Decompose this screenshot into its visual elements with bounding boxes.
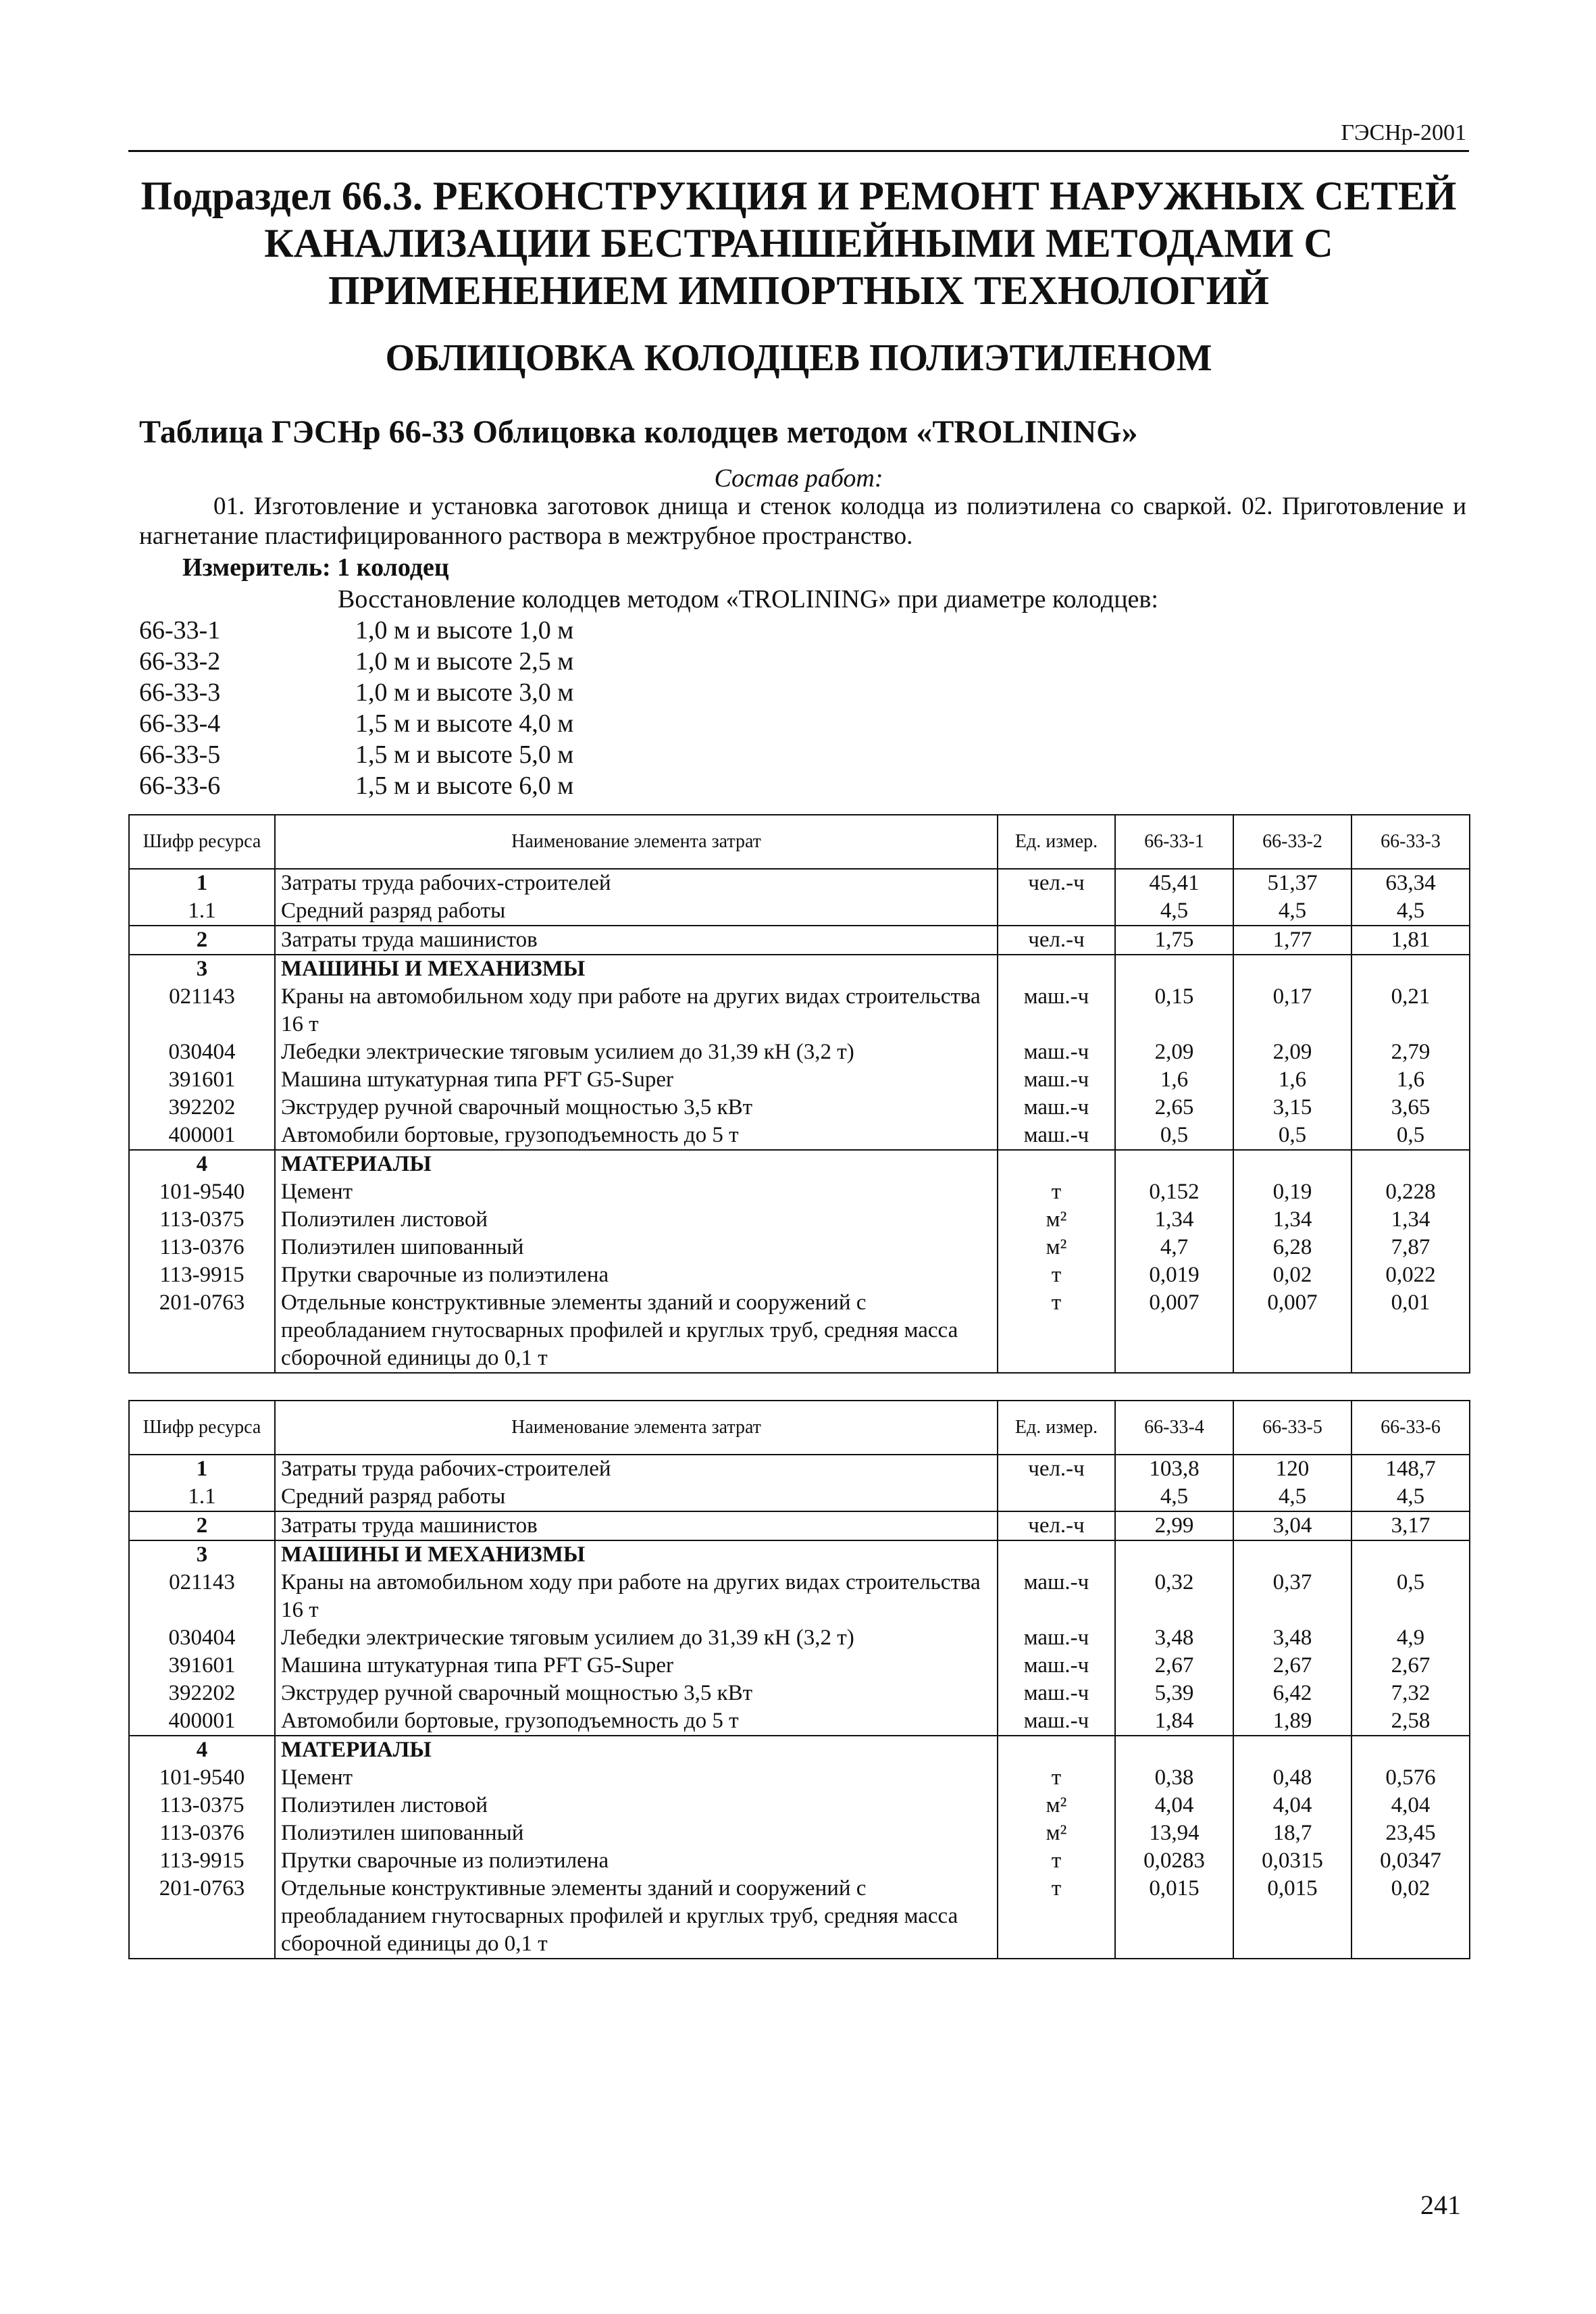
cell-code: 1.1 xyxy=(129,897,275,926)
cell-unit: т xyxy=(998,1178,1115,1206)
cell-value: 0,21 xyxy=(1352,983,1470,1038)
cell-name: Цемент xyxy=(275,1764,998,1792)
cell-code: 101-9540 xyxy=(129,1178,275,1206)
header-col: 66-33-6 xyxy=(1352,1401,1470,1455)
cell-value: 0,022 xyxy=(1352,1261,1470,1289)
cell-value: 1,6 xyxy=(1352,1066,1470,1094)
cell-name: Затраты труда машинистов xyxy=(275,1511,998,1540)
cell-name: Отдельные конструктивные элементы зданий и сооружений с преобладанием гнутосварных профилей и круглых труб, средняя масса сборочной единицы до 0,1 т xyxy=(275,1875,998,1959)
cell-value: 0,15 xyxy=(1115,983,1233,1038)
cell-name: Прутки сварочные из полиэтилена xyxy=(275,1261,998,1289)
cell-name: Автомобили бортовые, грузоподъемность до 5 т xyxy=(275,1122,998,1150)
cell-code: 1.1 xyxy=(129,1483,275,1511)
table-row xyxy=(129,1483,1470,1511)
cell-name: Машина штукатурная типа PFT G5-Super xyxy=(275,1066,998,1094)
cell-unit: маш.-ч xyxy=(998,1122,1115,1150)
cell-value: 2,09 xyxy=(1233,1038,1352,1066)
cell-value: 4,5 xyxy=(1115,1483,1233,1511)
cell-value: 1,89 xyxy=(1233,1707,1352,1736)
cell-code: 1 xyxy=(129,869,275,897)
table-row xyxy=(129,1261,1470,1289)
cell-name: Затраты труда рабочих-строителей xyxy=(275,1455,998,1483)
composition-label: Состав работ: xyxy=(714,464,883,493)
codes-list xyxy=(139,615,573,801)
cell-value: 2,99 xyxy=(1115,1511,1233,1540)
cell-name: Краны на автомобильном ходу при работе на других видах строительства 16 т xyxy=(275,1569,998,1624)
cell-value: 3,17 xyxy=(1352,1511,1470,1540)
table-row xyxy=(129,1624,1470,1652)
table-row xyxy=(129,1511,1470,1540)
cell-value: 23,45 xyxy=(1352,1819,1470,1847)
cell-value: 2,79 xyxy=(1352,1038,1470,1066)
header-col: 66-33-3 xyxy=(1352,815,1470,869)
cell-value: 0,02 xyxy=(1352,1875,1470,1959)
cell-name: Средний разряд работы xyxy=(275,1483,998,1511)
code-item xyxy=(139,677,573,708)
cell-code: 021143 xyxy=(129,983,275,1038)
cell-value xyxy=(1233,1150,1352,1178)
cell-value: 0,38 xyxy=(1115,1764,1233,1792)
codes-intro: Восстановление колодцев методом «TROLINING» при диаметре колодцев: xyxy=(338,585,1158,613)
table-title: Таблица ГЭСНр 66-33 Облицовка колодцев методом «TROLINING» xyxy=(139,414,1138,450)
cell-value xyxy=(1115,955,1233,983)
code-item xyxy=(139,739,573,770)
cell-unit xyxy=(998,955,1115,983)
table-row xyxy=(129,1455,1470,1483)
table-row xyxy=(129,1206,1470,1234)
cell-code: 3 xyxy=(129,1540,275,1569)
table-row xyxy=(129,1736,1470,1764)
table-header-row xyxy=(129,1401,1470,1455)
cell-unit: м² xyxy=(998,1792,1115,1819)
cell-unit: м² xyxy=(998,1819,1115,1847)
header-name: Наименование элемента затрат xyxy=(275,1401,998,1455)
cell-code: 2 xyxy=(129,1511,275,1540)
cell-name: Полиэтилен листовой xyxy=(275,1792,998,1819)
measure-unit: Измеритель: 1 колодец xyxy=(182,553,449,582)
cell-name: МАТЕРИАЛЫ xyxy=(275,1736,998,1764)
table-row xyxy=(129,983,1470,1038)
cell-name: Лебедки электрические тяговым усилием до 31,39 кН (3,2 т) xyxy=(275,1038,998,1066)
code-item xyxy=(139,615,573,646)
cell-code: 113-0375 xyxy=(129,1206,275,1234)
code: 66-33-3 xyxy=(139,678,221,707)
cell-value: 4,04 xyxy=(1352,1792,1470,1819)
cell-value: 3,15 xyxy=(1233,1094,1352,1122)
cell-value xyxy=(1352,955,1470,983)
cell-unit: маш.-ч xyxy=(998,1094,1115,1122)
cell-code: 113-9915 xyxy=(129,1261,275,1289)
cell-code: 021143 xyxy=(129,1569,275,1624)
cell-value: 0,5 xyxy=(1233,1122,1352,1150)
cell-value: 45,41 xyxy=(1115,869,1233,897)
works-text: 01. Изготовление и установка заготовок днища и стенок колодца из полиэтилена со сваркой. 02. Приготовление и нагнетание пластифицированного раствора в межтрубное пространство. xyxy=(139,493,1466,550)
cell-name: Затраты труда рабочих-строителей xyxy=(275,869,998,897)
cell-value: 4,7 xyxy=(1115,1234,1233,1261)
cell-value: 1,75 xyxy=(1115,926,1233,955)
table-row xyxy=(129,1847,1470,1875)
cell-value: 2,67 xyxy=(1115,1652,1233,1680)
cell-value: 0,17 xyxy=(1233,983,1352,1038)
cell-code: 101-9540 xyxy=(129,1764,275,1792)
cell-value: 13,94 xyxy=(1115,1819,1233,1847)
cell-value: 0,19 xyxy=(1233,1178,1352,1206)
cell-value xyxy=(1352,1736,1470,1764)
cell-code: 113-0375 xyxy=(129,1792,275,1819)
cell-code: 1 xyxy=(129,1455,275,1483)
header-col: 66-33-5 xyxy=(1233,1401,1352,1455)
cell-unit xyxy=(998,1540,1115,1569)
cell-name: Экструдер ручной сварочный мощностью 3,5 кВт xyxy=(275,1680,998,1707)
cell-value: 0,007 xyxy=(1233,1289,1352,1373)
cell-value: 0,5 xyxy=(1115,1122,1233,1150)
cell-value: 0,5 xyxy=(1352,1569,1470,1624)
cell-value: 0,015 xyxy=(1233,1875,1352,1959)
cell-code: 400001 xyxy=(129,1122,275,1150)
table-row xyxy=(129,1122,1470,1150)
table-body xyxy=(129,1455,1470,1959)
page-number: 241 xyxy=(1420,2190,1461,2220)
header-unit: Ед. измер. xyxy=(998,1401,1115,1455)
cell-value: 4,5 xyxy=(1233,1483,1352,1511)
header-col: 66-33-1 xyxy=(1115,815,1233,869)
cell-value xyxy=(1352,1540,1470,1569)
cell-unit xyxy=(998,1483,1115,1511)
cell-unit: маш.-ч xyxy=(998,1652,1115,1680)
cell-name: Прутки сварочные из полиэтилена xyxy=(275,1847,998,1875)
table-row xyxy=(129,869,1470,897)
cell-value: 0,32 xyxy=(1115,1569,1233,1624)
cell-code: 391601 xyxy=(129,1066,275,1094)
cell-code: 400001 xyxy=(129,1707,275,1736)
cell-name: Полиэтилен шипованный xyxy=(275,1819,998,1847)
cell-value: 1,34 xyxy=(1115,1206,1233,1234)
cell-value: 3,04 xyxy=(1233,1511,1352,1540)
table-row xyxy=(129,1540,1470,1569)
table-body xyxy=(129,869,1470,1373)
cell-code: 392202 xyxy=(129,1094,275,1122)
cell-value xyxy=(1233,1540,1352,1569)
cell-unit: маш.-ч xyxy=(998,983,1115,1038)
table-row xyxy=(129,1819,1470,1847)
cell-value: 0,48 xyxy=(1233,1764,1352,1792)
cell-value: 0,228 xyxy=(1352,1178,1470,1206)
cell-name: Затраты труда машинистов xyxy=(275,926,998,955)
table-row xyxy=(129,1178,1470,1206)
cell-value: 2,65 xyxy=(1115,1094,1233,1122)
cell-name: Средний разряд работы xyxy=(275,897,998,926)
code-desc: 1,5 м и высоте 5,0 м xyxy=(355,740,574,769)
code-desc: 1,5 м и высоте 6,0 м xyxy=(355,772,574,800)
cell-name: МАШИНЫ И МЕХАНИЗМЫ xyxy=(275,1540,998,1569)
cell-code: 4 xyxy=(129,1736,275,1764)
cell-value: 0,152 xyxy=(1115,1178,1233,1206)
cell-value: 1,34 xyxy=(1233,1206,1352,1234)
cell-value: 1,84 xyxy=(1115,1707,1233,1736)
cell-value: 4,9 xyxy=(1352,1624,1470,1652)
cell-name: Отдельные конструктивные элементы зданий и сооружений с преобладанием гнутосварных профилей и круглых труб, средняя масса сборочной единицы до 0,1 т xyxy=(275,1289,998,1373)
cell-code: 2 xyxy=(129,926,275,955)
cell-name: МАТЕРИАЛЫ xyxy=(275,1150,998,1178)
cell-value: 3,48 xyxy=(1115,1624,1233,1652)
table-row xyxy=(129,1234,1470,1261)
header-unit: Ед. измер. xyxy=(998,815,1115,869)
header-col: 66-33-4 xyxy=(1115,1401,1233,1455)
cell-unit: чел.-ч xyxy=(998,869,1115,897)
cell-unit: чел.-ч xyxy=(998,926,1115,955)
code-desc: 1,5 м и высоте 4,0 м xyxy=(355,709,574,738)
works-description xyxy=(139,492,1466,551)
cell-value: 63,34 xyxy=(1352,869,1470,897)
header-cipher: Шифр ресурса xyxy=(129,1401,275,1455)
cell-code: 030404 xyxy=(129,1038,275,1066)
cell-value: 0,0283 xyxy=(1115,1847,1233,1875)
cell-value: 1,77 xyxy=(1233,926,1352,955)
cell-value: 2,67 xyxy=(1233,1652,1352,1680)
cell-value: 6,42 xyxy=(1233,1680,1352,1707)
cell-value: 6,28 xyxy=(1233,1234,1352,1261)
section-title-line: Подраздел 66.3. РЕКОНСТРУКЦИЯ И РЕМОНТ НАРУЖНЫХ СЕТЕЙ xyxy=(140,174,1457,218)
cell-name: Краны на автомобильном ходу при работе на других видах строительства 16 т xyxy=(275,983,998,1038)
cell-value xyxy=(1115,1150,1233,1178)
cell-value: 1,81 xyxy=(1352,926,1470,955)
table-header-row xyxy=(129,815,1470,869)
table-row xyxy=(129,1707,1470,1736)
cell-value: 0,007 xyxy=(1115,1289,1233,1373)
cell-value: 0,5 xyxy=(1352,1122,1470,1150)
cell-code: 391601 xyxy=(129,1652,275,1680)
cell-value xyxy=(1352,1150,1470,1178)
section-title-line: КАНАЛИЗАЦИИ БЕСТРАНШЕЙНЫМИ МЕТОДАМИ С xyxy=(264,221,1333,266)
cell-name: Машина штукатурная типа PFT G5-Super xyxy=(275,1652,998,1680)
cell-unit: чел.-ч xyxy=(998,1455,1115,1483)
cell-value: 4,04 xyxy=(1233,1792,1352,1819)
cell-value: 148,7 xyxy=(1352,1455,1470,1483)
cell-value xyxy=(1115,1540,1233,1569)
table-row xyxy=(129,1875,1470,1959)
table-row xyxy=(129,1289,1470,1373)
cell-unit: маш.-ч xyxy=(998,1624,1115,1652)
code-desc: 1,0 м и высоте 2,5 м xyxy=(355,647,574,676)
cell-unit: маш.-ч xyxy=(998,1680,1115,1707)
cell-name: Экструдер ручной сварочный мощностью 3,5 кВт xyxy=(275,1094,998,1122)
cell-unit xyxy=(998,1150,1115,1178)
resource-table-2 xyxy=(128,1400,1470,1959)
code: 66-33-2 xyxy=(139,647,221,676)
cell-name: Полиэтилен шипованный xyxy=(275,1234,998,1261)
cell-code: 030404 xyxy=(129,1624,275,1652)
subsection-title: ОБЛИЦОВКА КОЛОДЦЕВ ПОЛИЭТИЛЕНОМ xyxy=(385,337,1212,379)
cell-value: 4,5 xyxy=(1115,897,1233,926)
code-item xyxy=(139,708,573,739)
cell-unit: т xyxy=(998,1764,1115,1792)
cell-value: 4,04 xyxy=(1115,1792,1233,1819)
cell-unit: м² xyxy=(998,1206,1115,1234)
table-row xyxy=(129,955,1470,983)
cell-name: Лебедки электрические тяговым усилием до 31,39 кН (3,2 т) xyxy=(275,1624,998,1652)
cell-unit: маш.-ч xyxy=(998,1038,1115,1066)
table-row xyxy=(129,1569,1470,1624)
cell-code: 4 xyxy=(129,1150,275,1178)
header-cipher: Шифр ресурса xyxy=(129,815,275,869)
cell-value: 0,576 xyxy=(1352,1764,1470,1792)
code-desc: 1,0 м и высоте 3,0 м xyxy=(355,678,574,707)
table-row xyxy=(129,1150,1470,1178)
cell-value: 0,0315 xyxy=(1233,1847,1352,1875)
table-row xyxy=(129,897,1470,926)
cell-value: 7,87 xyxy=(1352,1234,1470,1261)
cell-code: 113-0376 xyxy=(129,1234,275,1261)
cell-value: 4,5 xyxy=(1352,897,1470,926)
section-title xyxy=(128,172,1469,314)
cell-value xyxy=(1233,955,1352,983)
cell-value: 120 xyxy=(1233,1455,1352,1483)
running-header xyxy=(128,114,1469,152)
cell-value: 5,39 xyxy=(1115,1680,1233,1707)
table-row xyxy=(129,1094,1470,1122)
cell-unit: т xyxy=(998,1847,1115,1875)
cell-value: 0,015 xyxy=(1115,1875,1233,1959)
cell-value: 0,37 xyxy=(1233,1569,1352,1624)
cell-value: 18,7 xyxy=(1233,1819,1352,1847)
cell-unit: маш.-ч xyxy=(998,1066,1115,1094)
table-row xyxy=(129,926,1470,955)
cell-code: 113-9915 xyxy=(129,1847,275,1875)
table-row xyxy=(129,1652,1470,1680)
cell-unit: маш.-ч xyxy=(998,1569,1115,1624)
cell-code: 3 xyxy=(129,955,275,983)
header-col: 66-33-2 xyxy=(1233,815,1352,869)
cell-value: 3,65 xyxy=(1352,1094,1470,1122)
code: 66-33-5 xyxy=(139,740,221,769)
cell-value xyxy=(1233,1736,1352,1764)
cell-value: 0,01 xyxy=(1352,1289,1470,1373)
cell-value: 7,32 xyxy=(1352,1680,1470,1707)
cell-value: 1,34 xyxy=(1352,1206,1470,1234)
table-row xyxy=(129,1038,1470,1066)
cell-unit: т xyxy=(998,1261,1115,1289)
cell-code: 201-0763 xyxy=(129,1289,275,1373)
cell-value: 2,67 xyxy=(1352,1652,1470,1680)
cell-value: 3,48 xyxy=(1233,1624,1352,1652)
table-row xyxy=(129,1764,1470,1792)
cell-value xyxy=(1115,1736,1233,1764)
code-item xyxy=(139,646,573,677)
cell-code: 392202 xyxy=(129,1680,275,1707)
section-title-line: ПРИМЕНЕНИЕМ ИМПОРТНЫХ ТЕХНОЛОГИЙ xyxy=(328,268,1269,313)
cell-name: Полиэтилен листовой xyxy=(275,1206,998,1234)
cell-code: 113-0376 xyxy=(129,1819,275,1847)
cell-unit xyxy=(998,1736,1115,1764)
cell-unit: т xyxy=(998,1875,1115,1959)
table-row xyxy=(129,1680,1470,1707)
cell-name: Автомобили бортовые, грузоподъемность до 5 т xyxy=(275,1707,998,1736)
cell-name: МАШИНЫ И МЕХАНИЗМЫ xyxy=(275,955,998,983)
cell-code: 201-0763 xyxy=(129,1875,275,1959)
cell-unit: м² xyxy=(998,1234,1115,1261)
cell-value: 2,58 xyxy=(1352,1707,1470,1736)
cell-value: 4,5 xyxy=(1233,897,1352,926)
cell-unit xyxy=(998,897,1115,926)
cell-value: 4,5 xyxy=(1352,1483,1470,1511)
table-row xyxy=(129,1792,1470,1819)
header-name: Наименование элемента затрат xyxy=(275,815,998,869)
cell-unit: чел.-ч xyxy=(998,1511,1115,1540)
cell-value: 103,8 xyxy=(1115,1455,1233,1483)
code-desc: 1,0 м и высоте 1,0 м xyxy=(355,616,574,645)
cell-unit: т xyxy=(998,1289,1115,1373)
cell-value: 0,02 xyxy=(1233,1261,1352,1289)
cell-value: 0,019 xyxy=(1115,1261,1233,1289)
code-item xyxy=(139,770,573,801)
cell-value: 51,37 xyxy=(1233,869,1352,897)
header-code: ГЭСНр-2001 xyxy=(1341,120,1466,145)
code: 66-33-6 xyxy=(139,772,221,800)
table-row xyxy=(129,1066,1470,1094)
cell-name: Цемент xyxy=(275,1178,998,1206)
code: 66-33-1 xyxy=(139,616,221,645)
cell-value: 1,6 xyxy=(1115,1066,1233,1094)
cell-unit: маш.-ч xyxy=(998,1707,1115,1736)
resource-table-1 xyxy=(128,814,1470,1374)
code: 66-33-4 xyxy=(139,709,221,738)
cell-value: 0,0347 xyxy=(1352,1847,1470,1875)
cell-value: 2,09 xyxy=(1115,1038,1233,1066)
cell-value: 1,6 xyxy=(1233,1066,1352,1094)
